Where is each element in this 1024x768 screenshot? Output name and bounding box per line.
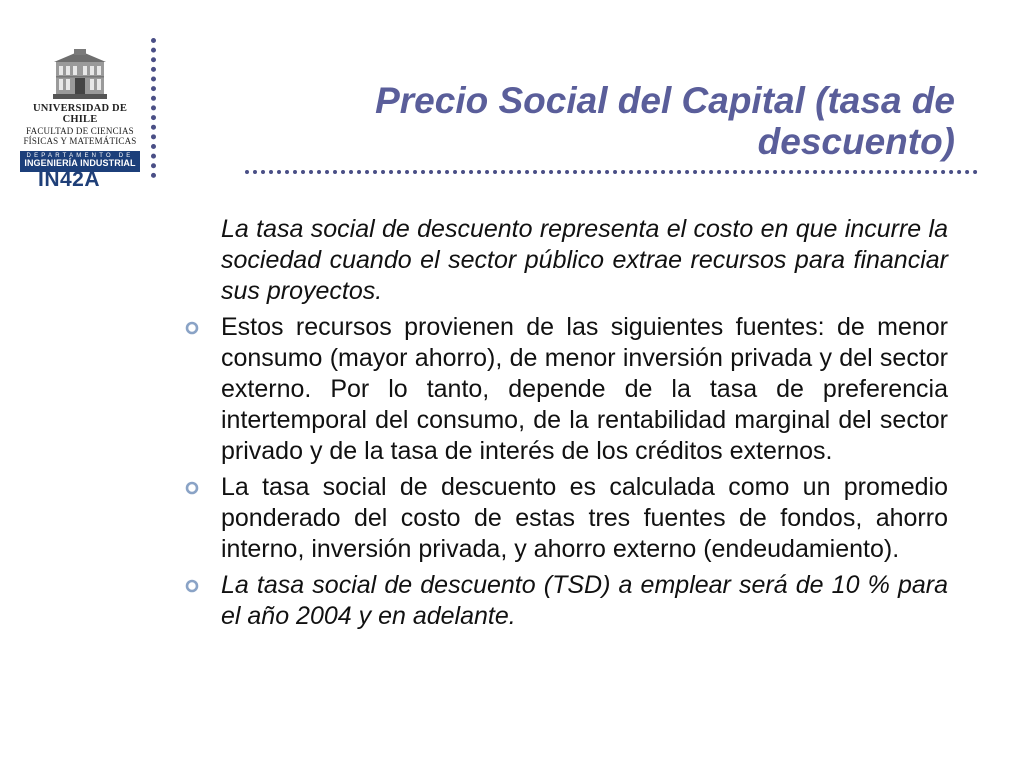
bullet-text: La tasa social de descuento es calculada como un promedio ponderado del costo de estas tres fuentes de fondos, ahorro interno, inversión privada, y ahorro externo (endeudamiento). (221, 473, 948, 563)
university-logo (16, 48, 144, 172)
department-name: INGENIERÍA INDUSTRIAL (24, 158, 136, 168)
slide-title: Precio Social del Capital (tasa de descuento) (375, 80, 955, 163)
ring-bullet-icon (185, 579, 199, 593)
department-label: DEPARTAMENTO DE (26, 153, 134, 159)
paragraph-intro (178, 214, 948, 307)
ring-bullet-icon (185, 321, 199, 335)
bullet-item (178, 472, 948, 565)
paragraph-text: La tasa social de descuento representa el costo en que incurre la sociedad cuando el sector público extrae recursos para financiar sus proyectos. (221, 215, 948, 305)
university-name: UNIVERSIDAD DE CHILE (32, 103, 128, 125)
faculty-name-line-1: FACULTAD DE CIENCIAS (26, 126, 134, 136)
university-building-icon (52, 48, 108, 100)
slide-body (178, 214, 948, 637)
title-dotted-underline (245, 170, 978, 174)
bullet-text: La tasa social de descuento (TSD) a emplear será de 10 % para el año 2004 y en adelante. (221, 571, 948, 630)
course-code: IN42A (38, 168, 101, 191)
ring-bullet-icon (185, 481, 199, 495)
bullet-item (178, 570, 948, 632)
bullet-text: Estos recursos provienen de las siguientes fuentes: de menor consumo (mayor ahorro), de menor inversión privada y del sector externo. Por lo tanto, depende de la tasa de preferencia intertemporal del consumo, de la rentabilidad marginal del sector privado y de la tasa de interés de los créditos externos. (221, 313, 948, 465)
faculty-name-line-2: FÍSICAS Y MATEMÁTICAS (23, 136, 137, 146)
vertical-dotted-divider (151, 38, 156, 178)
bullet-item (178, 312, 948, 467)
